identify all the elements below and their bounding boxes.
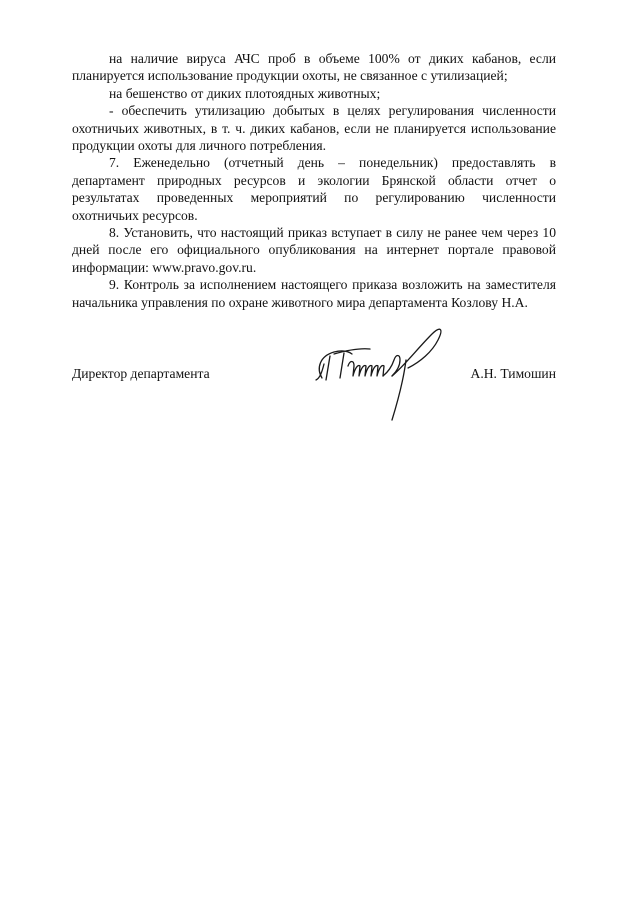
paragraph-item-9: 9. Контроль за исполнением настоящего приказа возложить на заместителя начальника управления по охране животного мира департамента Козлову Н.А. (72, 277, 556, 310)
paragraph-utilization: - обеспечить утилизацию добытых в целях регулирования численности охотничьих животных, в т. ч. диких кабанов, если не планируется использование продукции охоты для личного потребления. (72, 103, 556, 154)
signatory-title: Директор департамента (72, 366, 210, 381)
paragraph-rabies-carnivores: на бешенство от диких плотоядных животных; (109, 85, 381, 101)
paragraph-item-8: 8. Установить, что настоящий приказ вступает в силу не ранее чем через 10 дней после его официального опубликования на интернет портале правовой информации: www.pravo.gov.ru. (72, 225, 556, 275)
paragraph-rabies-tests: на наличие вируса АЧС проб в объеме 100% от диких кабанов, если планируется использование продукции охоты, не связанное с утилизацией; (72, 51, 556, 84)
document-body (72, 50, 556, 311)
signatory-name: А.Н. Тимошин (470, 366, 556, 381)
handwritten-signature (308, 320, 448, 425)
paragraph-item-7: 7. Еженедельно (отчетный день – понедельник) предоставлять в департамент природных ресурсов и экологии Брянской области отчет о результатах проведенных мероприятий по регулированию численности охотничьих ресурсов. (72, 155, 556, 223)
